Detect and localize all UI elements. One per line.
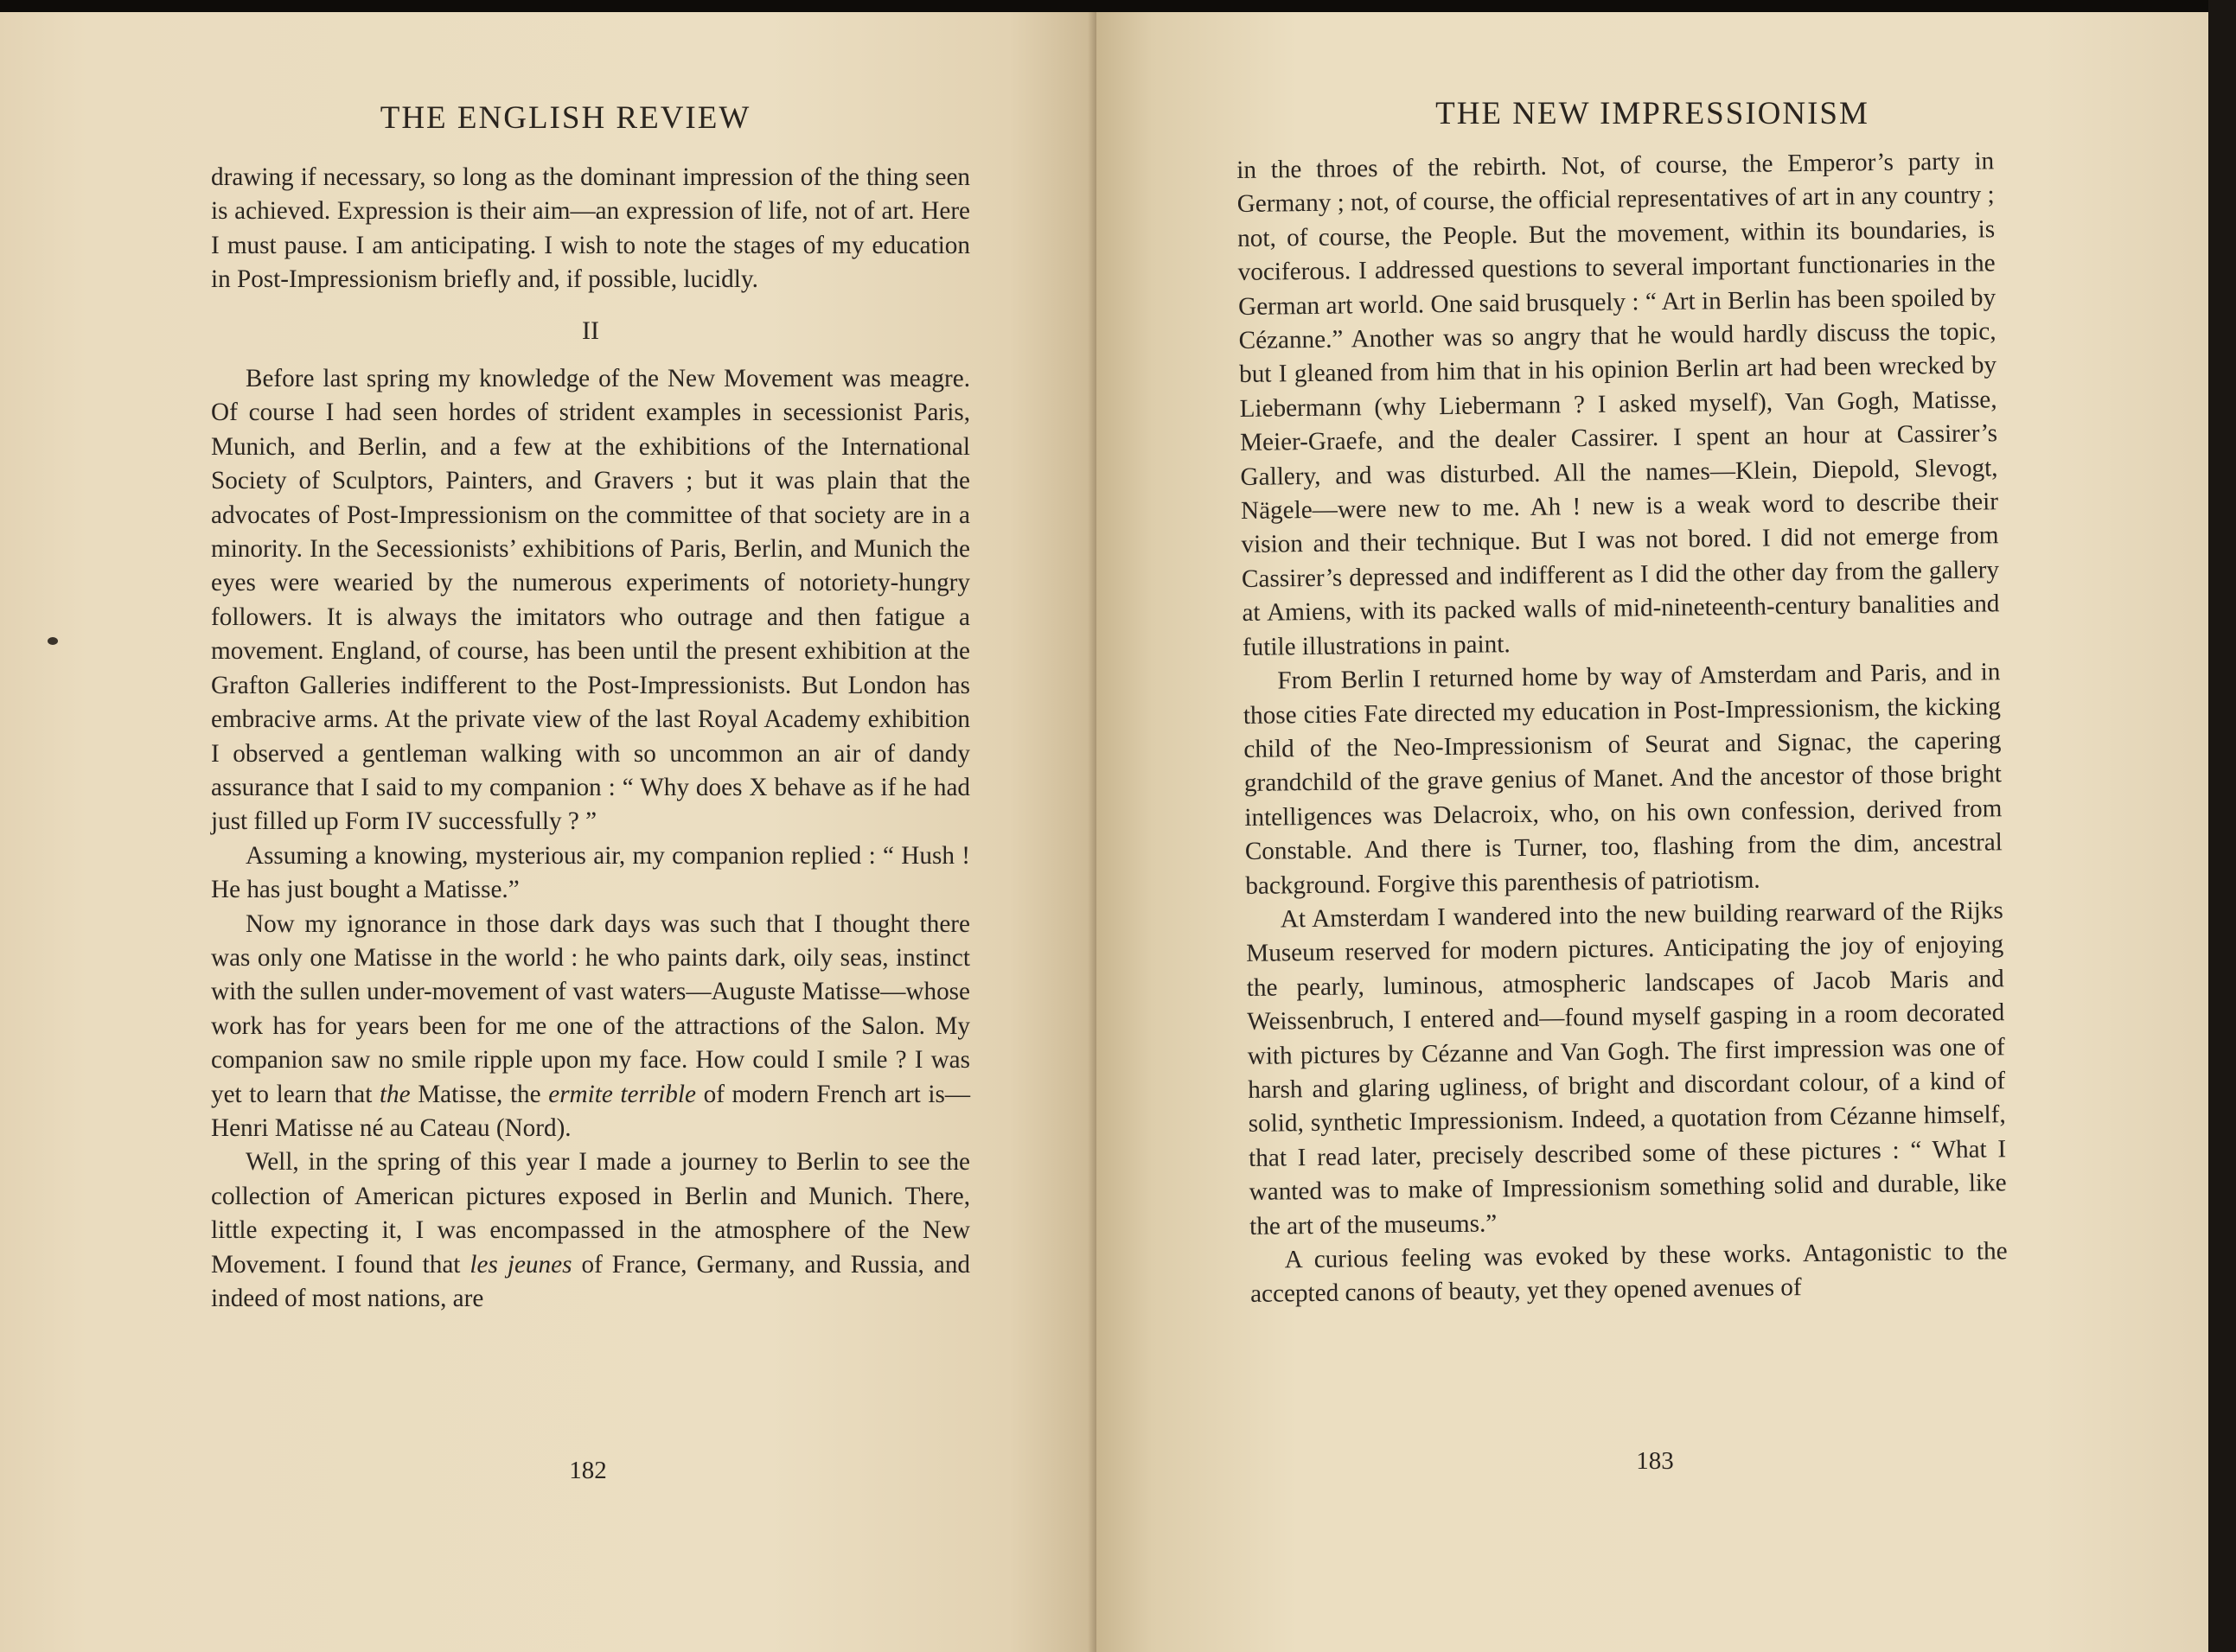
paragraph: in the throes of the rebirth. Not, of course, the Emperor’s party in Germany ; not, of course, the official representatives of art in any country ; not, of course, the People. But the movement, within its boundaries, is vociferous. I addressed questions to several important functionaries in the German art world. One said brusquely : “ Art in Berlin has been spoiled by Cézanne.” Another was so angry that he would hardly discuss the topic, but I gleaned from him that in his opinion Berlin art had been wrecked by Liebermann (why Liebermann ? I asked myself), Van Gogh, Matisse, Meier-Graefe, and the dealer Cassirer. I spent an hour at Cassirer’s Gallery, and was disturbed. All the names—Klein, Diepold, Slevogt, Nägele—were new to me. Ah ! new is a weak word to describe their vision and their technique. But I was not bored. I did not emerge from Cassirer’s depressed and indifferent as I did the other day from the gallery at Amiens, with its packed walls of mid-nineteenth-century banalities and futile illustrations in paint. <box>1236 147 2000 661</box>
paragraph <box>211 1145 970 1316</box>
page-number-left: 182 <box>569 1457 607 1484</box>
italic-text: the <box>379 1080 411 1108</box>
italic-text: ermite terrible <box>548 1080 696 1108</box>
paragraph: A curious feeling was evoked by these works. Antagonistic to the accepted canons of beauty, yet they opened avenues of <box>1249 1237 2008 1309</box>
text-run: of France, Germany, and Russia, and indeed of most nations, are <box>211 1250 971 1312</box>
running-head-left: THE ENGLISH REVIEW <box>380 100 751 136</box>
paragraph <box>211 908 970 1146</box>
text-run: Matisse, the <box>418 1080 541 1108</box>
paragraph: Assuming a knowing, mysterious air, my companion replied : “ Hush ! He has just bought a Matisse.” <box>211 841 970 904</box>
left-page <box>0 12 1096 1652</box>
paragraph: At Amsterdam I wandered into the new building rearward of the Rijks Museum reserved for modern pictures. Anticipating the joy of enjoying the pearly, luminous, atmospheric landscapes of Jacob Maris and Weissenbruch, I entered and—found myself gasping in a room decorated with pictures by Cézanne and Van Gogh. The first impression was one of harsh and glaring ugliness, of bright and discordant colour, of a kind of solid, synthetic Impressionism. Indeed, a quotation from Cézanne himself, that I read later, precisely described some of these pictures : “ What I wanted was to make of Impressionism something solid and durable, like the art of the museums.” <box>1246 896 2007 1241</box>
text-run: Now my ignorance in those dark days was such that I thought there was only one Matisse in the world : he who paints dark, oily seas, instinct with the sullen under-movement of vast waters—Auguste Matisse—whose work has for years been for me one of the attractions of the Salon. My companion saw no smile ripple upon my face. How could I smile ? I was yet to learn that <box>211 909 970 1108</box>
right-page <box>1096 12 2208 1652</box>
paragraph: drawing if necessary, so long as the dominant impression of the thing seen is achieved. Expression is their aim—an expression of life, not of art. Here I must pause. I am anticipating. I wish to note the stages of my education in Post-Impressionism briefly and, if possible, lucidly. <box>211 163 970 294</box>
left-page-body <box>211 161 970 1316</box>
text-run: Well, in the spring of this year I made a journey to Berlin to see the collection of American pictures exposed in Berlin and Munich. There, little expecting it, I was encompassed in the atmosphere of the New Movement. I found that <box>211 1148 970 1279</box>
text-run: of modern French art is—Henri Matisse né au Cateau (Nord). <box>211 1080 971 1142</box>
paragraph: Before last spring my knowledge of the New Movement was meagre. Of course I had seen hordes of strident examples in secessionist Paris, Munich, and Berlin, and a few at the exhibitions of the International Society of Sculptors, Painters, and Gravers ; but it was plain that the advocates of Post-Impressionism on the committee of that society are in a minority. In the Secessionists’ exhibitions of Paris, Berlin, and Munich the eyes were wearied by the numerous experiments of notoriety-hungry followers. It is always the imitators who outrage and then fatigue a movement. England, of course, has been until the present exhibition at the Grafton Galleries indifferent to the Post-Impressionists. But London has embracive arms. At the private view of the last Royal Academy exhibition I observed a gentleman walking with so uncommon an air of dandy assurance that I said to my companion : “ Why does X behave as if he had just filled up Form IV successfully ? ” <box>211 365 970 836</box>
section-number: II <box>582 316 599 345</box>
paragraph: From Berlin I returned home by way of Amsterdam and Paris, and in those cities Fate directed my education in Post-Impressionism, the kicking child of the Neo-Impressionism of Seurat and Signac, the capering grandchild of the grave genius of Manet. And the ancestor of those bright intelligences was Delacroix, who, on his own confession, derived from Constable. And there is Turner, too, flashing from the dim, ancestral background. Forgive this parenthesis of patriotism. <box>1243 658 2003 900</box>
right-page-body <box>1236 144 2008 1311</box>
running-head-right: THE NEW IMPRESSIONISM <box>1435 96 1869 131</box>
page-number-right: 183 <box>1636 1447 1674 1475</box>
background-edge <box>2208 0 2236 1652</box>
ink-speck <box>48 637 58 645</box>
italic-text: les jeunes <box>470 1250 572 1279</box>
